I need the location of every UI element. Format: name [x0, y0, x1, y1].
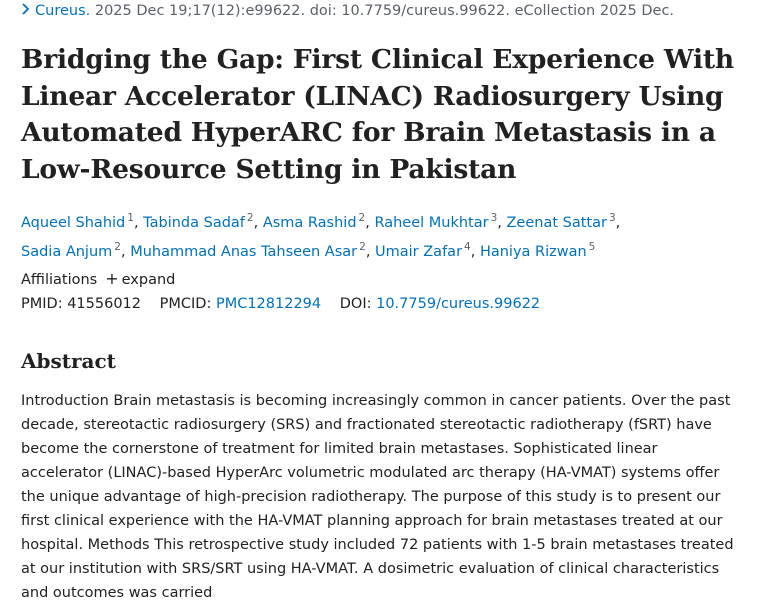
journal-link[interactable]: Cureus. [35, 3, 91, 19]
author-item [21, 240, 121, 260]
author-name-link[interactable]: Zeenat Sattar [506, 214, 607, 231]
author-item [506, 212, 616, 231]
affiliation-number[interactable]: 2 [359, 240, 366, 253]
author-name-link[interactable]: Aqueel Shahid [21, 214, 126, 231]
author-list: Aqueel Shahid $^1$, Tabinda Sadaf $^2$, Asma Rashid $^2$, Raheel Mukhtar $^3$, Zeenat Sattar $^3$, Sadia Anjum $^2$, Muhammad Anas Tahseen Asar $^2$, Umair Zafar $^4$, Haniya Rizwan $^5$ [21, 212, 621, 260]
pmcid-label: PMCID: [159, 296, 212, 312]
chevron-right-icon[interactable] [21, 3, 35, 19]
affiliation-number[interactable]: 1 [127, 212, 134, 224]
abstract-text: Introduction Brain metastasis is becoming increasingly common in cancer patients. Over the past decade, stereotactic radiosurgery (SRS) and fractionated stereotactic radiotherapy (fSRT) have become the cornerstone of treatment for limited brain metastases. Sophisticated linear accelerator (LINAC)-based HyperArc volumetric modulated arc therapy (HA-VMAT) systems offer the unique advantage of high-precision radiotherapy. The purpose of this study is to present our first clinical experience with the HA-VMAT planning approach for brain metastases treated at our hospital. Methods This retrospective study included 72 patients with 1-5 brain metastases treated at our institution with SRS/SRT using HA-VMAT. A dosimetric evaluation of clinical characteristics and outcomes was carried [21, 393, 734, 601]
affiliation-number[interactable]: 3 [490, 212, 498, 224]
affiliation-number[interactable]: 2 [358, 212, 366, 224]
author-item [143, 212, 254, 231]
affiliation-number[interactable]: 2 [114, 240, 121, 253]
affiliation-number[interactable]: 2 [246, 212, 254, 224]
expand-link[interactable]: expand [121, 272, 176, 288]
author-item [375, 240, 471, 260]
doi-label: DOI: [339, 296, 372, 312]
author-name-link[interactable]: Raheel Mukhtar [374, 214, 489, 231]
author-name-link[interactable]: Sadia Anjum [21, 243, 113, 260]
plus-icon[interactable]: + [105, 269, 119, 288]
author-item [21, 212, 134, 231]
author-name-link[interactable]: Tabinda Sadaf [143, 214, 245, 231]
affiliations-toggle[interactable] [21, 269, 175, 288]
abstract-heading: Abstract [21, 349, 116, 373]
affiliation-number[interactable]: 5 [588, 240, 596, 253]
pmid-value: 41556012 [67, 296, 142, 312]
citation-line [21, 3, 674, 19]
author-name-link[interactable]: Haniya Rizwan [479, 243, 587, 260]
pmcid-link[interactable]: PMC12812294 [215, 296, 322, 312]
identifier-line [21, 296, 540, 312]
author-name-link[interactable]: Muhammad Anas Tahseen Asar [130, 243, 358, 260]
pmid-label: PMID: [21, 296, 63, 312]
author-name-link[interactable]: Asma Rashid [262, 214, 357, 231]
author-name-link[interactable]: Umair Zafar [375, 243, 463, 260]
author-item [262, 212, 366, 231]
doi-link[interactable]: 10.7759/cureus.99622 [376, 296, 541, 312]
article-title: Bridging the Gap: First Clinical Experience With Linear Accelerator (LINAC) Radiosurgery Using Automated HyperARC for Brain Metastasis in a Low-Resource Setting in Pakistan [21, 44, 734, 185]
author-item [374, 212, 498, 231]
citation-details: 2025 Dec 19;17(12):e99622. doi: 10.7759/cureus.99622. eCollection 2025 Dec. [94, 3, 675, 19]
author-item [130, 240, 366, 260]
author-item [479, 240, 596, 260]
affiliations-label: Affiliations [21, 272, 98, 288]
affiliation-number[interactable]: 3 [608, 212, 616, 224]
affiliation-number[interactable]: 4 [464, 240, 471, 253]
